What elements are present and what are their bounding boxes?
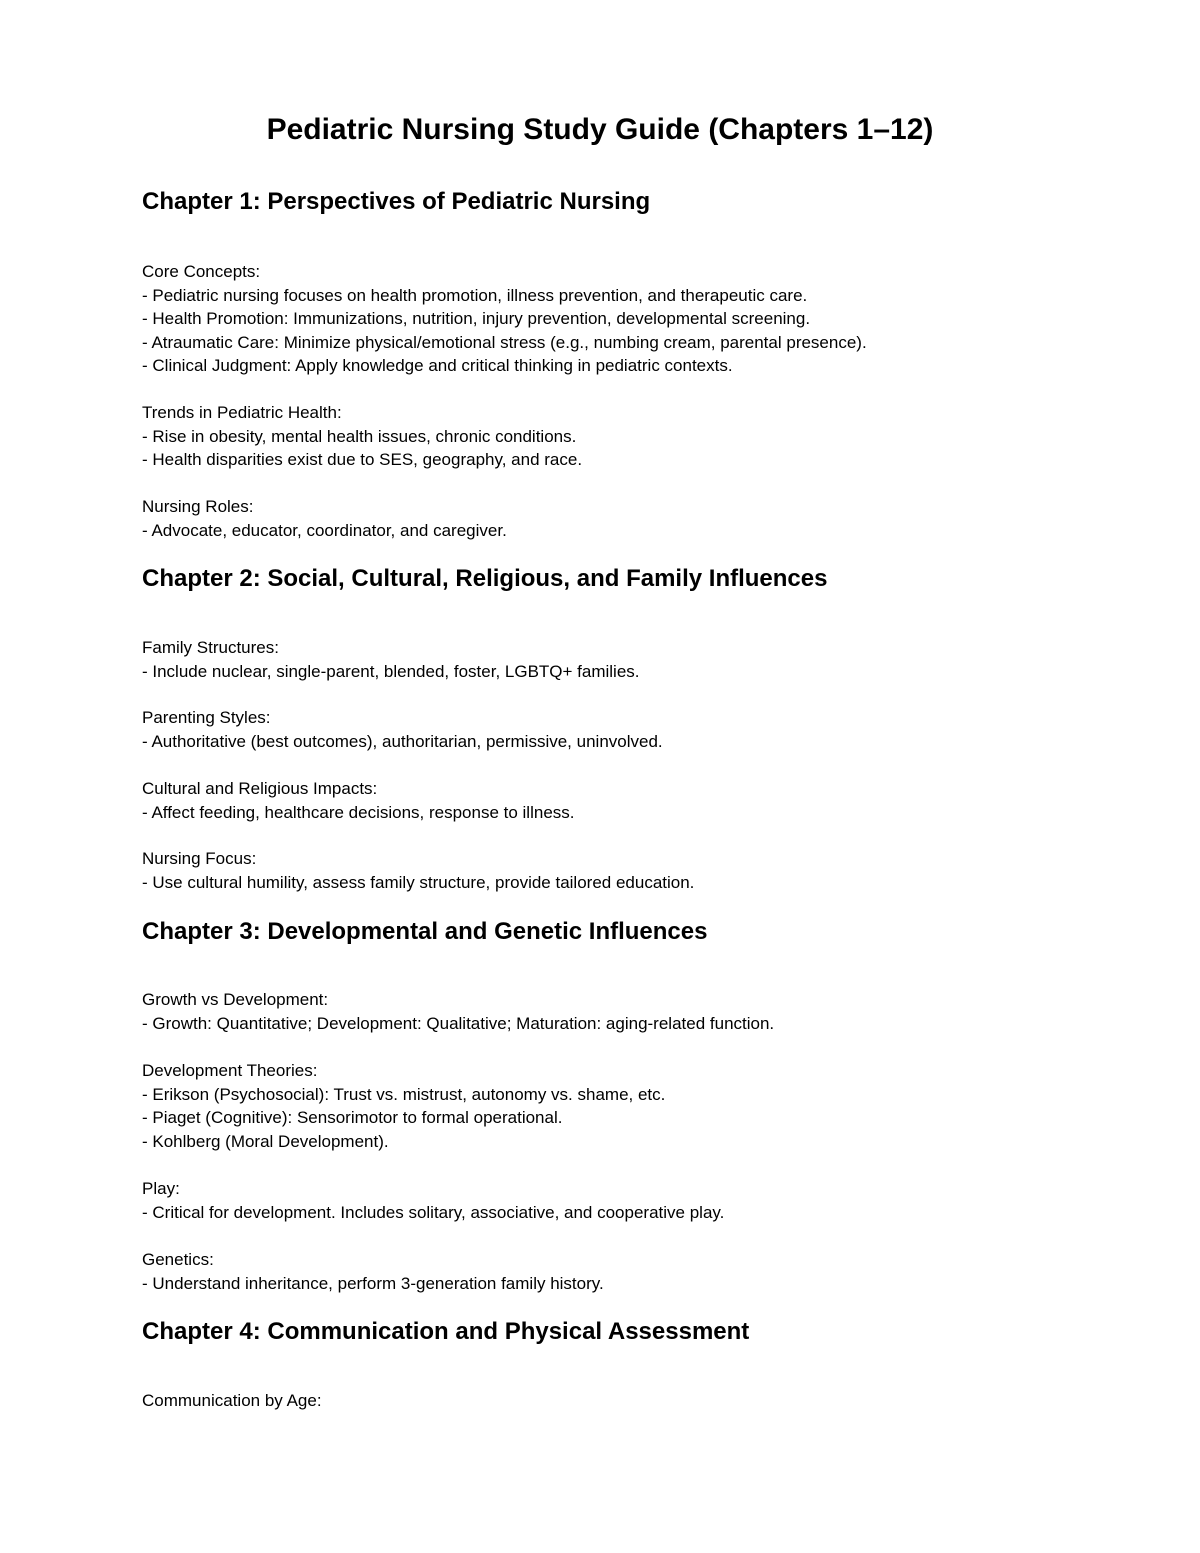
section-label: Play:	[142, 1179, 180, 1198]
list-item: - Authoritative (best outcomes), authoritarian, permissive, uninvolved.	[142, 731, 663, 751]
list-item: - Pediatric nursing focuses on health promotion, illness prevention, and therapeutic care.	[142, 285, 808, 305]
section-family-structures	[142, 636, 1142, 683]
list-item: - Growth: Quantitative; Development: Qualitative; Maturation: aging-related function.	[142, 1013, 775, 1033]
chapter-heading: Chapter 1: Perspectives of Pediatric Nursing	[142, 188, 651, 215]
section-communication-by-age	[142, 1389, 1142, 1413]
chapter-heading: Chapter 2: Social, Cultural, Religious, and Family Influences	[142, 565, 828, 592]
list-item: - Atraumatic Care: Minimize physical/emotional stress (e.g., numbing cream, parental presence).	[142, 332, 867, 352]
list-item: - Advocate, educator, coordinator, and caregiver.	[142, 520, 507, 540]
section-label: Core Concepts:	[142, 262, 261, 281]
page-title: Pediatric Nursing Study Guide (Chapters 1–12)	[266, 113, 934, 146]
list-item: - Affect feeding, healthcare decisions, response to illness.	[142, 802, 575, 822]
section-core-concepts	[142, 260, 1142, 378]
list-item: - Use cultural humility, assess family structure, provide tailored education.	[142, 872, 695, 892]
section-label: Nursing Focus:	[142, 849, 257, 868]
section-cultural-religious	[142, 777, 1142, 824]
section-label: Development Theories:	[142, 1061, 318, 1080]
list-item: - Health disparities exist due to SES, geography, and race.	[142, 450, 583, 469]
list-item: - Kohlberg (Moral Development).	[142, 1131, 389, 1151]
list-item: - Piaget (Cognitive): Sensorimotor to formal operational.	[142, 1108, 563, 1127]
section-label: Cultural and Religious Impacts:	[142, 779, 378, 798]
section-genetics	[142, 1248, 1142, 1295]
section-play	[142, 1177, 1142, 1224]
list-item: - Rise in obesity, mental health issues, chronic conditions.	[142, 426, 577, 446]
list-item: - Critical for development. Includes solitary, associative, and cooperative play.	[142, 1202, 725, 1222]
section-label: Nursing Roles:	[142, 497, 254, 516]
list-item: - Clinical Judgment: Apply knowledge and critical thinking in pediatric contexts.	[142, 356, 733, 375]
section-parenting-styles	[142, 706, 1142, 753]
section-label: Trends in Pediatric Health:	[142, 403, 342, 422]
list-item: - Health Promotion: Immunizations, nutrition, injury prevention, developmental screening.	[142, 309, 811, 328]
section-nursing-roles	[142, 495, 1142, 542]
chapter-heading: Chapter 3: Developmental and Genetic Influences	[142, 918, 708, 945]
section-label: Genetics:	[142, 1250, 214, 1269]
section-nursing-focus	[142, 847, 1142, 894]
section-development-theories	[142, 1059, 1142, 1153]
section-trends	[142, 401, 1142, 472]
list-item: - Understand inheritance, perform 3-generation family history.	[142, 1273, 604, 1293]
chapter-heading: Chapter 4: Communication and Physical Assessment	[142, 1318, 750, 1345]
section-growth-development	[142, 988, 1142, 1035]
list-item: - Include nuclear, single-parent, blended, foster, LGBTQ+ families.	[142, 661, 640, 681]
list-item: - Erikson (Psychosocial): Trust vs. mistrust, autonomy vs. shame, etc.	[142, 1084, 666, 1104]
section-label: Communication by Age:	[142, 1391, 322, 1410]
section-label: Growth vs Development:	[142, 990, 329, 1009]
section-label: Family Structures:	[142, 638, 279, 657]
section-label: Parenting Styles:	[142, 708, 271, 727]
